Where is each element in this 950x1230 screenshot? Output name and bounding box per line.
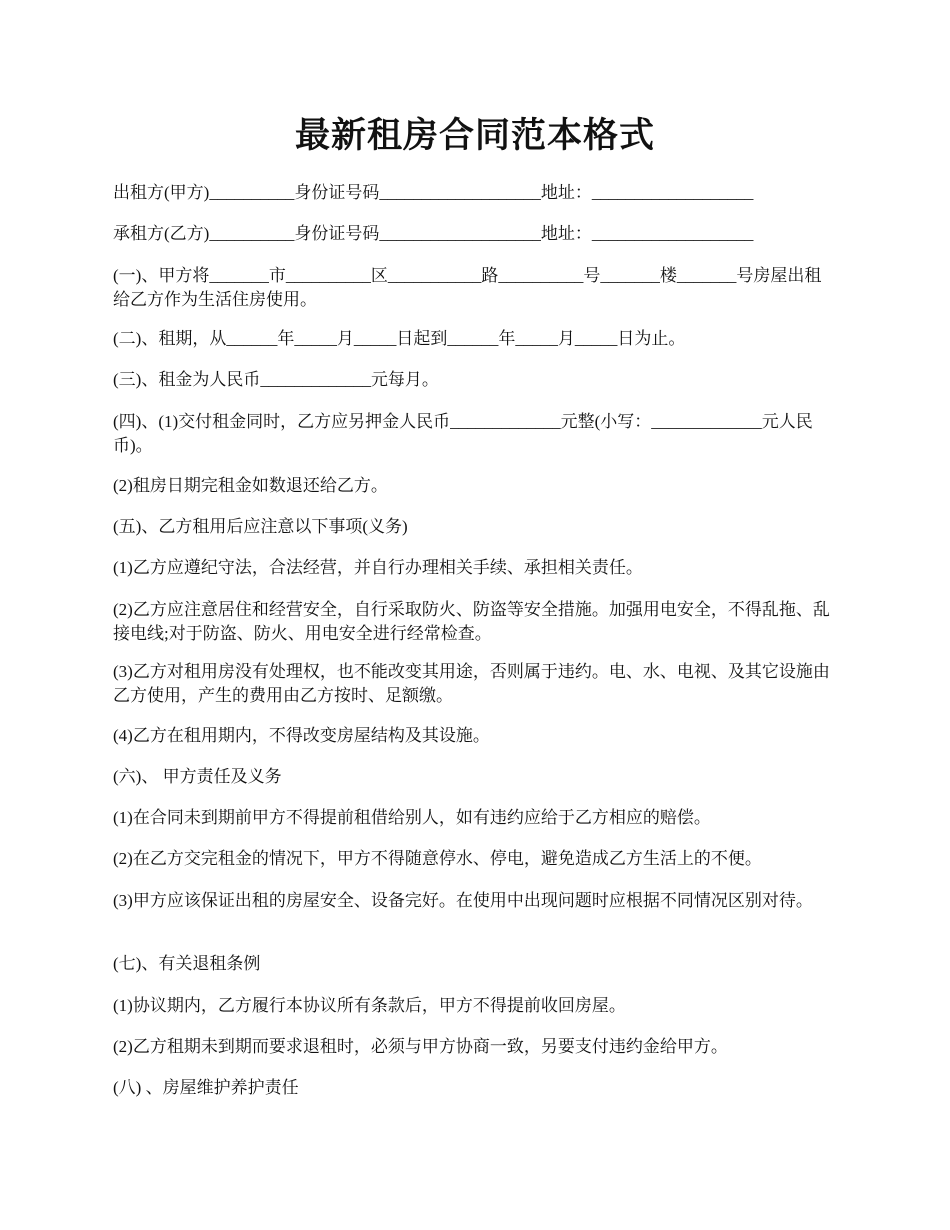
- paragraph-clause-7-2: (2)乙方租期未到期而要求退租时，必须与甲方协商一致，另要支付违约金给甲方。: [113, 1037, 728, 1056]
- paragraph-clause-2: (二)、租期，从______年_____月_____日起到______年_____月_____日为止。: [113, 329, 686, 348]
- paragraph-clause-6: (六)、 甲方责任及义务: [113, 767, 282, 786]
- paragraph-clause-5-1: (1)乙方应遵纪守法，合法经营，并自行办理相关手续、承担相关责任。: [113, 558, 643, 577]
- paragraph-clause-5: (五)、乙方租用后应注意以下事项(义务): [113, 517, 408, 536]
- paragraph-clause-6-1: (1)在合同未到期前甲方不得提前租借给别人，如有违约应给于乙方相应的赔偿。: [113, 808, 711, 827]
- paragraph-clause-7-1: (1)协议期内，乙方履行本协议所有条款后，甲方不得提前收回房屋。: [113, 996, 626, 1015]
- paragraph-lessor: 出租方(甲方)__________身份证号码___________________地址：___________________: [113, 183, 754, 202]
- paragraph-clause-6-2: (2)在乙方交完租金的情况下，甲方不得随意停水、停电，避免造成乙方生活上的不便。: [113, 849, 762, 868]
- paragraph-clause-6-3: (3)甲方应该保证出租的房屋安全、设备完好。在使用中出现问题时应根据不同情况区别对待。: [113, 891, 813, 910]
- paragraph-clause-5-4: (4)乙方在租用期内，不得改变房屋结构及其设施。: [113, 726, 490, 745]
- paragraph-clause-3: (三)、租金为人民币_____________元每月。: [113, 370, 439, 389]
- paragraph-clause-8: (八) 、房屋维护养护责任: [113, 1078, 299, 1097]
- paragraph-clause-5-3: (3)乙方对租用房没有处理权，也不能改变其用途，否则属于违约。电、水、电视、及其它设施由乙方使用，产生的费用由乙方按时、足额缴。: [113, 662, 830, 705]
- paragraph-lessee: 承租方(乙方)__________身份证号码___________________地址：___________________: [113, 224, 754, 243]
- paragraph-clause-4-2: (2)租房日期完租金如数退还给乙方。: [113, 476, 388, 495]
- paragraph-clause-5-2: (2)乙方应注意居住和经营安全，自行采取防火、防盗等安全措施。加强用电安全，不得乱拖、乱接电线;对于防盗、防火、用电安全进行经常检查。: [113, 600, 830, 643]
- paragraph-clause-4: (四)、(1)交付租金同时，乙方应另押金人民币_____________元整(小写：_____________元人民币)。: [113, 412, 813, 455]
- document-title: 最新租房合同范本格式: [294, 116, 655, 155]
- paragraph-clause-7: (七)、有关退租条例: [113, 954, 261, 973]
- paragraph-clause-1: (一)、甲方将_______市__________区___________路__________号_______楼_______号房屋出租给乙方作为生活住房使用。: [113, 266, 822, 309]
